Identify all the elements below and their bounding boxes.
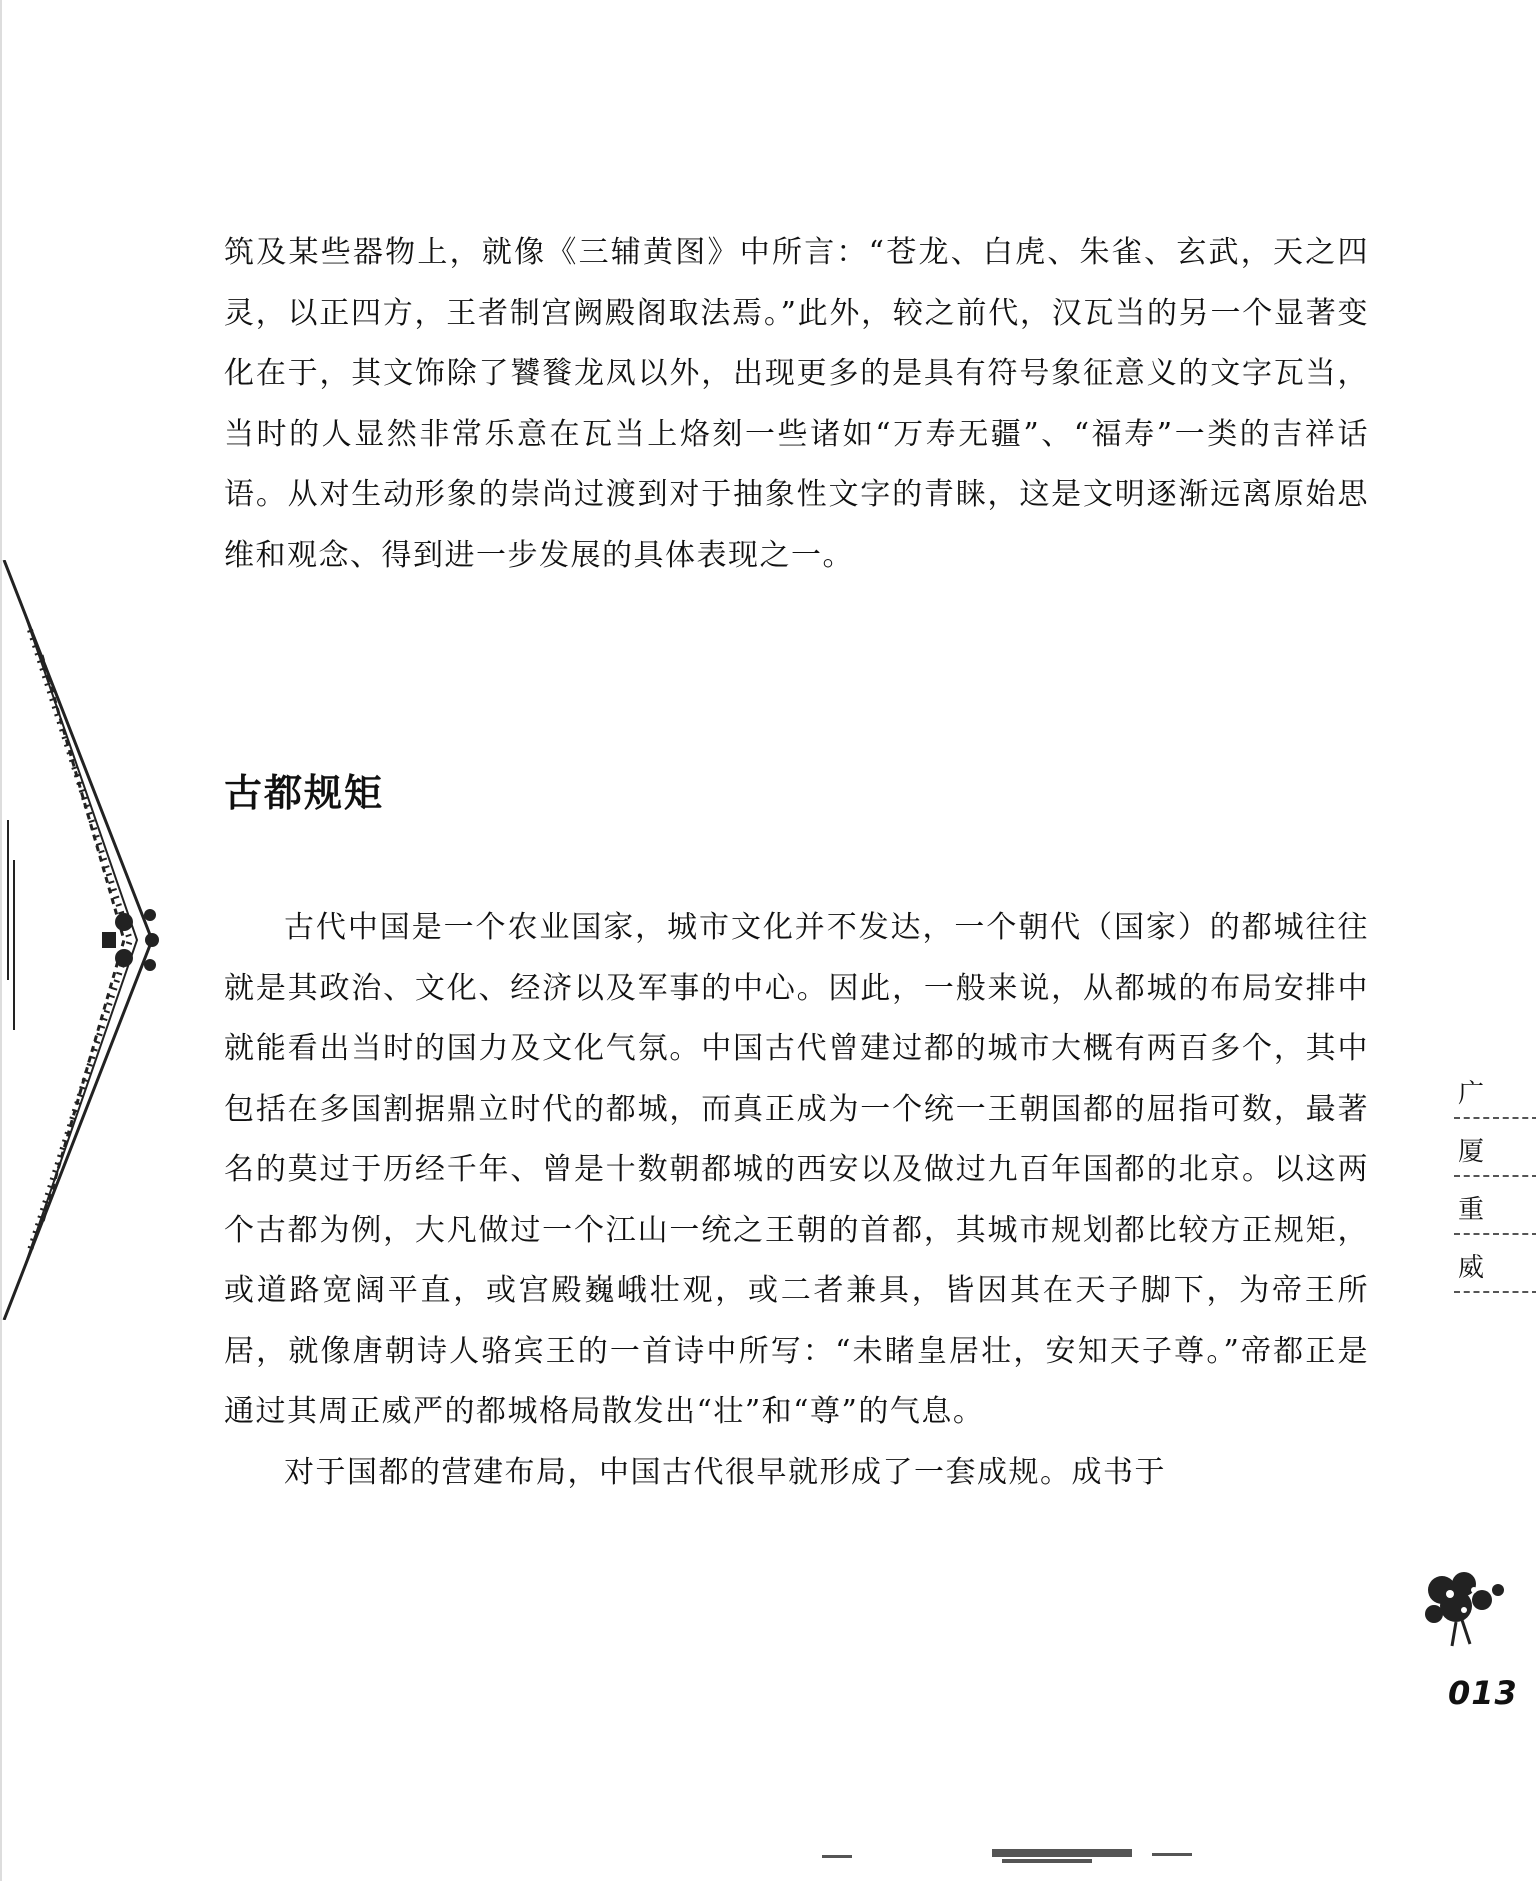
palace-roof-ornament-icon <box>2 560 182 1320</box>
title-char: 威 <box>1454 1249 1536 1293</box>
body-text-section-2 <box>224 898 1369 1503</box>
paragraph: 对于国都的营建布局，中国古代很早就形成了一套成规。成书于 <box>284 1454 1166 1490</box>
ink-flower-ornament-icon <box>1412 1560 1512 1650</box>
page-number: 013 <box>1448 1674 1518 1712</box>
title-char: 重 <box>1454 1191 1536 1235</box>
scan-noise-strip <box>2 1845 1536 1875</box>
vertical-book-title <box>1454 1075 1536 1307</box>
paragraph: 筑及某些器物上，就像《三辅黄图》中所言：“苍龙、白虎、朱雀、玄武，天之四灵，以正四方，王者制宫阙殿阁取法焉。”此外，较之前代，汉瓦当的另一个显著变化在于，其文饰除了饕餮龙凤以外，出现更多的是具有符号象征意义的文字瓦当，当时的人显然非常乐意在瓦当上烙刻一些诸如“万寿无疆”、“福寿”一类的吉祥话语。从对生动形象的崇尚过渡到对于抽象性文字的青睐，这是文明逐渐远离原始思维和观念、得到进一步发展的具体表现之一。 <box>224 235 1369 573</box>
title-char: 厦 <box>1454 1133 1536 1177</box>
paragraph: 古代中国是一个农业国家，城市文化并不发达，一个朝代（国家）的都城往往就是其政治、文化、经济以及军事的中心。因此，一般来说，从都城的布局安排中就能看出当时的国力及文化气氛。中国古代曾建过都的城市大概有两百多个，其中包括在多国割据鼎立时代的都城，而真正成为一个统一王朝国都的屈指可数，最著名的莫过于历经千年、曾是十数朝都城的西安以及做过九百年国都的北京。以这两个古都为例，大凡做过一个江山一统之王朝的首都，其城市规划都比较方正规矩，或道路宽阔平直，或宫殿巍峨壮观，或二者兼具，皆因其在天子脚下，为帝王所居，就像唐朝诗人骆宾王的一首诗中所写：“未睹皇居壮，安知天子尊。”帝都正是通过其周正威严的都城格局散发出“壮”和“尊”的气息。 <box>224 910 1369 1429</box>
body-text-section-1 <box>224 223 1369 586</box>
title-char: 广 <box>1454 1075 1536 1119</box>
section-heading: 古都规矩 <box>224 771 385 815</box>
